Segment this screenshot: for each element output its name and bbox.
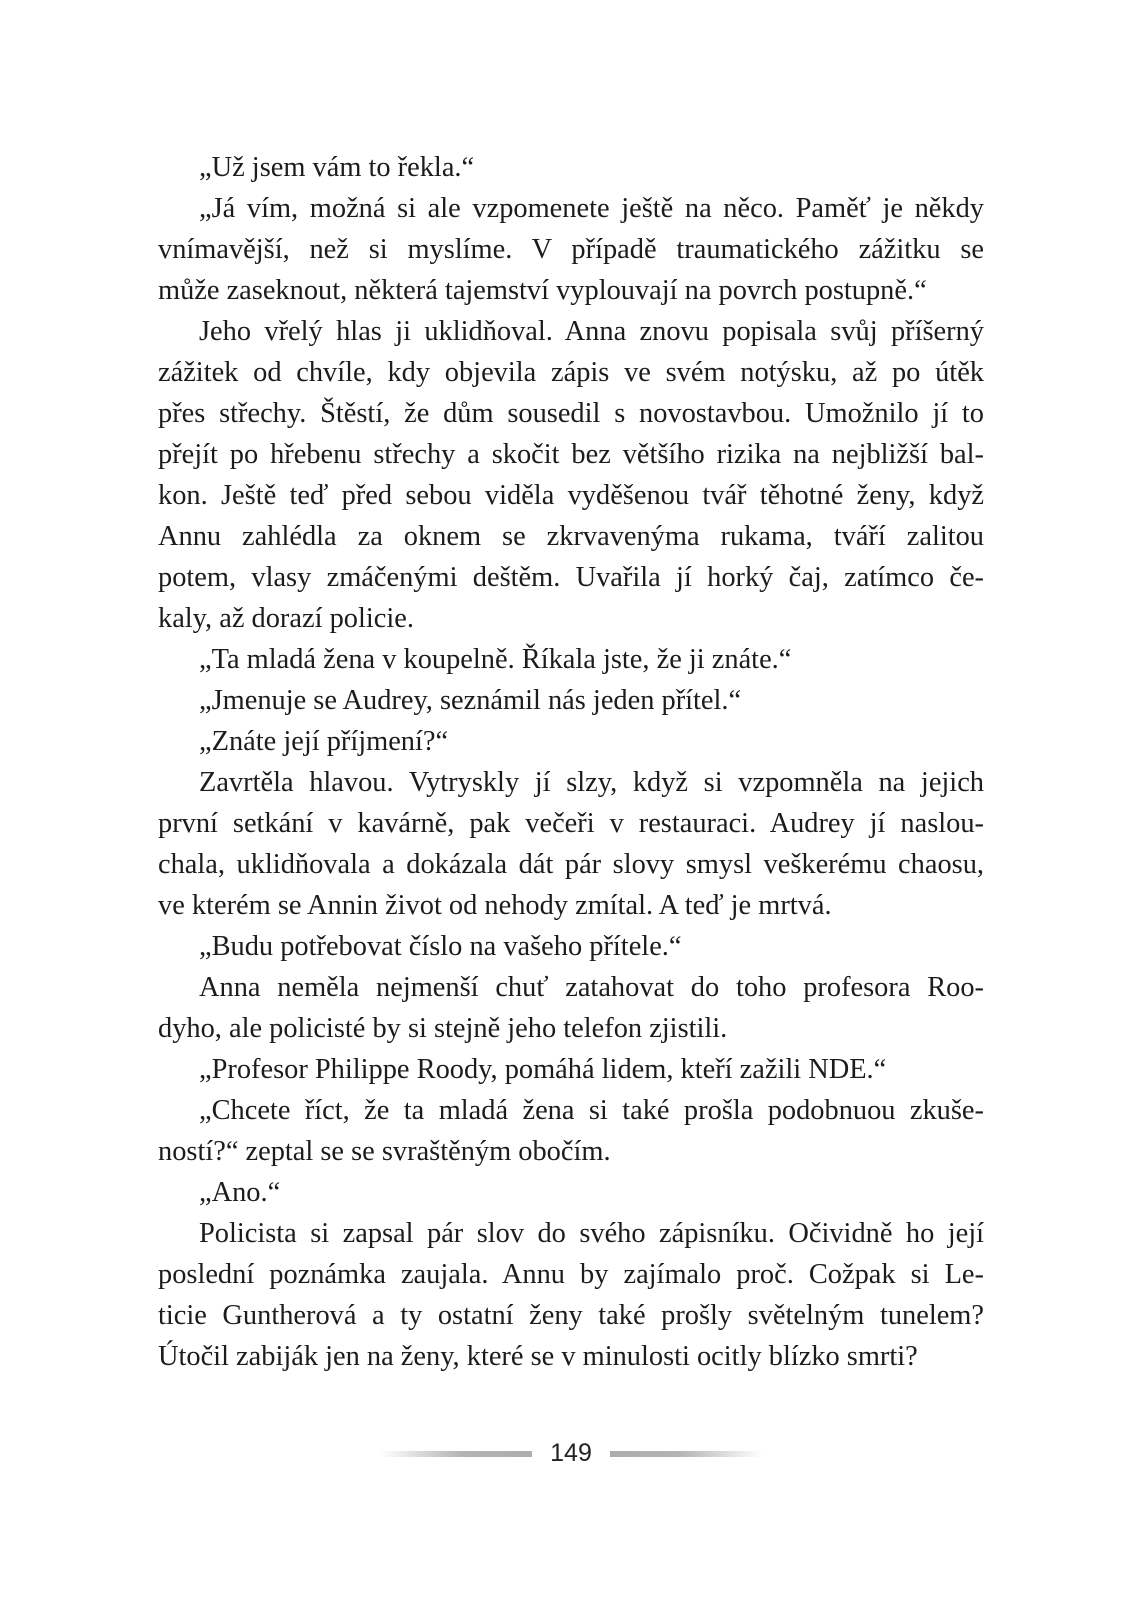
paragraph [158,1172,984,1213]
paragraph [158,311,984,639]
paragraph [158,762,984,926]
text-line: „Profesor Philippe Roody, pomáhá lidem, kteří zažili NDE.“ [199,1054,887,1085]
text-line: kaly, až dorazí policie. [158,603,414,634]
text-line: „Ta mladá žena v koupelně. Říkala jste, že ji znáte.“ [199,644,792,675]
text-line: „Už jsem vám to řekla.“ [199,152,475,183]
footer-rule-right [610,1451,762,1457]
paragraph [158,1090,984,1172]
text-line: Zavrtěla hlavou. Vytryskly jí slzy, když si vzpomněla na jejich [199,767,984,798]
page-footer [0,1433,1142,1473]
paragraph [158,1049,984,1090]
text-line: „Znáte její příjmení?“ [199,726,449,757]
paragraph [158,147,984,188]
page-number: 149 [550,1439,592,1467]
paragraph [158,926,984,967]
paragraph [158,188,984,311]
text-line: přes střechy. Štěstí, že dům sousedil s novostavbou. Umožnilo jí to [158,398,984,429]
text-line: ností?“ zeptal se se svraštěným obočím. [158,1136,611,1167]
text-line: potem, vlasy zmáčenými deštěm. Uvařila jí horký čaj, zatímco če- [158,562,984,593]
text-line: může zaseknout, některá tajemství vyplouvají na povrch postupně.“ [158,275,927,306]
text-line: ticie Guntherová a ty ostatní ženy také prošly světelným tunelem? [158,1300,984,1331]
text-line: Annu zahlédla za oknem se zkrvavenýma rukama, tváří zalitou [158,521,984,552]
text-line: Útočil zabiják jen na ženy, které se v minulosti ocitly blízko smrti? [158,1341,918,1372]
text-line: „Ano.“ [199,1177,281,1208]
paragraph [158,721,984,762]
text-line: první setkání v kavárně, pak večeři v restauraci. Audrey jí naslou- [158,808,984,839]
paragraph [158,680,984,721]
text-line: Jeho vřelý hlas ji uklidňoval. Anna znovu popisala svůj příšerný [199,316,984,347]
text-line: zážitek od chvíle, kdy objevila zápis ve svém notýsku, až po útěk [158,357,984,388]
text-line: kon. Ještě teď před sebou viděla vyděšenou tvář těhotné ženy, když [158,480,984,511]
footer-rule-left [380,1451,532,1457]
text-line: vnímavější, než si myslíme. V případě traumatického zážitku se [158,234,984,265]
text-line: ve kterém se Annin život od nehody zmítal. A teď je mrtvá. [158,890,832,921]
text-line: „Chcete říct, že ta mladá žena si také prošla podobnuou zkuše- [199,1095,984,1126]
text-line: přejít po hřebenu střechy a skočit bez většího rizika na nejbližší bal- [158,439,984,470]
text-line: Policista si zapsal pár slov do svého zápisníku. Očividně ho její [199,1218,984,1249]
text-line: „Budu potřebovat číslo na vašeho přítele.“ [199,931,682,962]
text-line: chala, uklidňovala a dokázala dát pár slovy smysl veškerému chaosu, [158,849,984,880]
paragraph [158,639,984,680]
text-line: dyho, ale policisté by si stejně jeho telefon zjistili. [158,1013,728,1044]
paragraph [158,967,984,1049]
text-line: Anna neměla nejmenší chuť zatahovat do toho profesora Roo- [199,972,984,1003]
text-line: poslední poznámka zaujala. Annu by zajímalo proč. Cožpak si Le- [158,1259,984,1290]
text-line: „Jmenuje se Audrey, seznámil nás jeden přítel.“ [199,685,742,716]
text-line: „Já vím, možná si ale vzpomenete ještě na něco. Paměť je někdy [199,193,984,224]
body-text [158,147,984,1377]
paragraph [158,1213,984,1377]
